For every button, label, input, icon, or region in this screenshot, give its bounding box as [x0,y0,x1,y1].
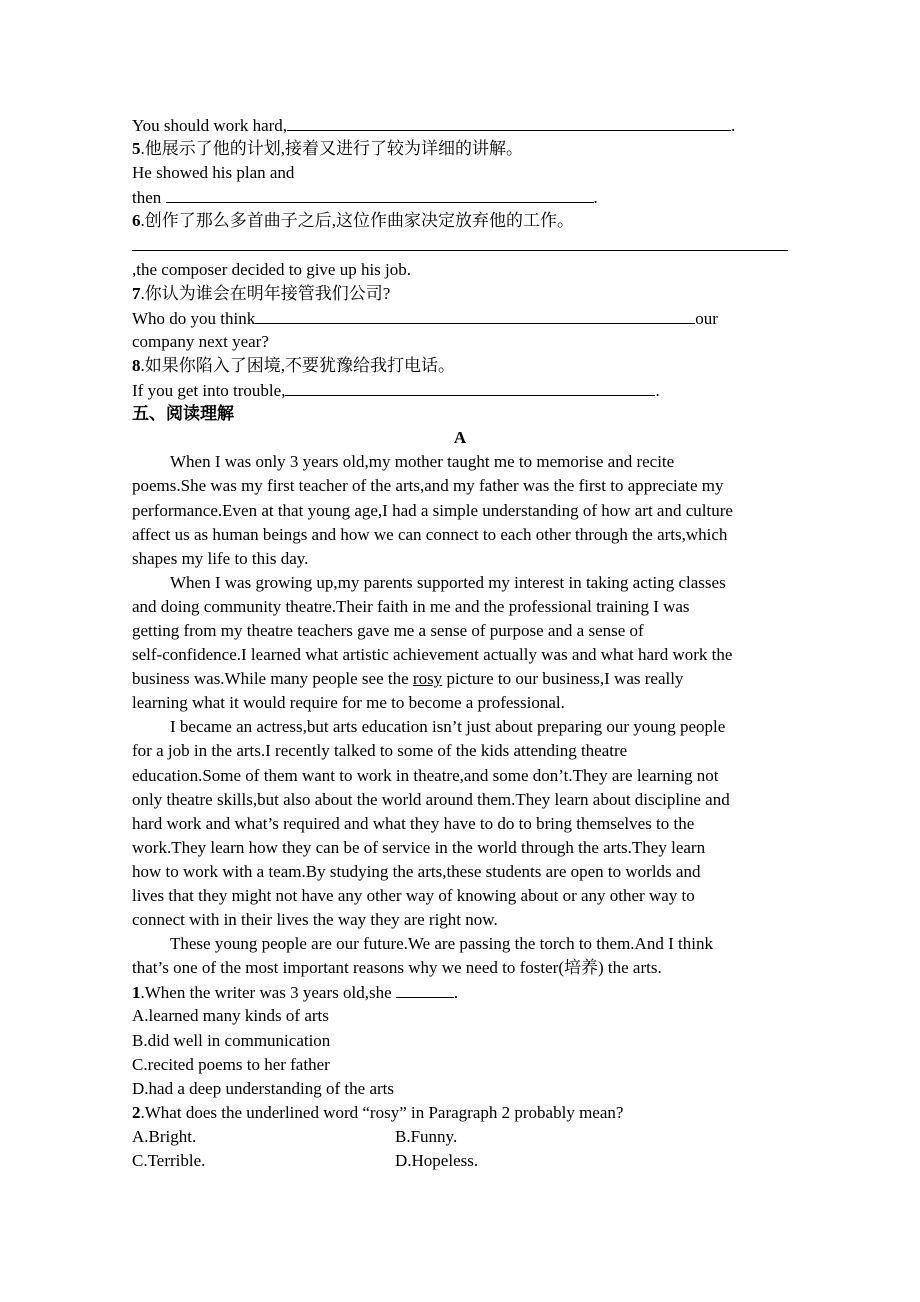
question-7-english-2: company next year? [132,331,269,351]
passage-label: A [453,428,467,448]
options-row [132,1149,792,1173]
option-b[interactable]: B.Funny. [395,1126,458,1146]
text: .创作了那么多首曲子之后,这位作曲家决定放弃他的工作。 [140,211,574,231]
text: . [453,983,459,1003]
option-b[interactable]: B.did well in communication [132,1030,331,1050]
passage-line: for a job in the arts.I recently talked to some of the kids attending theatre [132,741,628,761]
question-number: 6 [132,211,141,231]
passage-line: work.They learn how they can be of service in the world through the arts.They learn [132,837,706,857]
text: business was.While many people see the [132,669,413,689]
translation-line: You should work hard, . [132,113,792,137]
passage-line: When I was only 3 years old,my mother taught me to memorise and recite [170,452,675,472]
question-8-english: If you get into trouble, . [132,378,792,402]
option-d[interactable]: D.had a deep understanding of the arts [132,1078,394,1098]
passage-line: poems.She was my first teacher of the arts,and my father was the first to appreciate my [132,476,724,496]
text: our [695,308,718,328]
passage-line: I became an actress,but arts education isn’t just about preparing our young people [170,717,726,737]
text: Who do you think [132,308,256,328]
text: .What does the underlined word “rosy” in Paragraph 2 probably mean? [140,1102,624,1122]
passage-line: lives that they might not have any other way of knowing about or any other way to [132,886,695,905]
passage-line: connect with in their lives the way they are right now. [132,910,498,930]
answer-blank[interactable] [287,113,731,131]
option-c[interactable]: C.recited poems to her father [132,1054,330,1074]
question-6-blank-line [132,233,792,257]
question-6-chinese [132,209,792,233]
text: You should work hard, [132,116,288,135]
passage-line: education.Some of them want to work in theatre,and some don’t.They are learning not [132,765,719,785]
question-1-stem [132,980,792,1004]
passage-line: performance.Even at that young age,I had a simple understanding of how art and culture [132,500,733,520]
section-title: 五、阅读理解 [132,404,234,424]
question-number: 5 [132,139,141,159]
passage-line: that’s one of the most important reasons why we need to foster(培养) the arts. [132,958,662,978]
question-8-chinese [132,354,792,378]
question-5-english: He showed his plan and [132,163,295,183]
options-row [132,1125,792,1149]
passage-line: affect us as human beings and how we can connect to each other through the arts,which [132,524,728,544]
question-2-stem [132,1101,792,1125]
document-page [132,113,792,1173]
option-c[interactable]: C.Terrible. [132,1151,206,1171]
passage-line: how to work with a team.By studying the arts,these students are open to worlds and [132,861,701,881]
answer-blank[interactable] [396,980,454,998]
text: .如果你陷入了困境,不要犹豫给我打电话。 [140,355,455,375]
passage-line: shapes my life to this day. [132,548,309,568]
passage-line [132,667,792,691]
text: .你认为谁会在明年接管我们公司? [140,283,391,303]
passage-line: getting from my theatre teachers gave me a sense of purpose and a sense of [132,620,644,640]
question-7-english [132,306,792,330]
question-number: 1 [132,983,141,1003]
passage-line: learning what it would require for me to become a professional. [132,693,565,713]
text: .他展示了他的计划,接着又进行了较为详细的讲解。 [140,139,523,159]
passage-line: When I was growing up,my parents supported my interest in taking acting classes [170,572,726,592]
text: .When the writer was 3 years old,she [140,983,396,1003]
option-d[interactable]: D.Hopeless. [395,1151,479,1171]
question-number: 2 [132,1102,141,1122]
option-a[interactable]: A.Bright. [132,1126,197,1146]
passage-line: hard work and what’s required and what they have to do to bring themselves to the [132,813,695,833]
question-5-english-2: then . [132,185,792,209]
passage-line: These young people are our future.We are passing the torch to them.And I think [170,934,713,954]
answer-blank[interactable] [255,306,695,324]
question-number: 7 [132,283,141,303]
text: then [132,188,166,208]
underlined-word: rosy [412,669,443,689]
option-a[interactable]: A.learned many kinds of arts [132,1006,329,1026]
answer-blank[interactable] [132,233,788,251]
answer-blank[interactable] [285,378,655,396]
question-5-chinese [132,137,792,161]
passage-line: only theatre skills,but also about the world around them.They learn about discipline and [132,789,730,809]
question-number: 8 [132,355,141,375]
passage-line: self-confidence.I learned what artistic achievement actually was and what hard work the [132,645,733,665]
question-6-english: ,the composer decided to give up his job. [132,259,412,279]
answer-blank[interactable] [166,185,594,203]
question-7-chinese [132,282,792,306]
text: picture to our business,I was really [442,669,684,689]
text: If you get into trouble, [132,381,286,401]
passage-line: and doing community theatre.Their faith in me and the professional training I was [132,596,690,616]
